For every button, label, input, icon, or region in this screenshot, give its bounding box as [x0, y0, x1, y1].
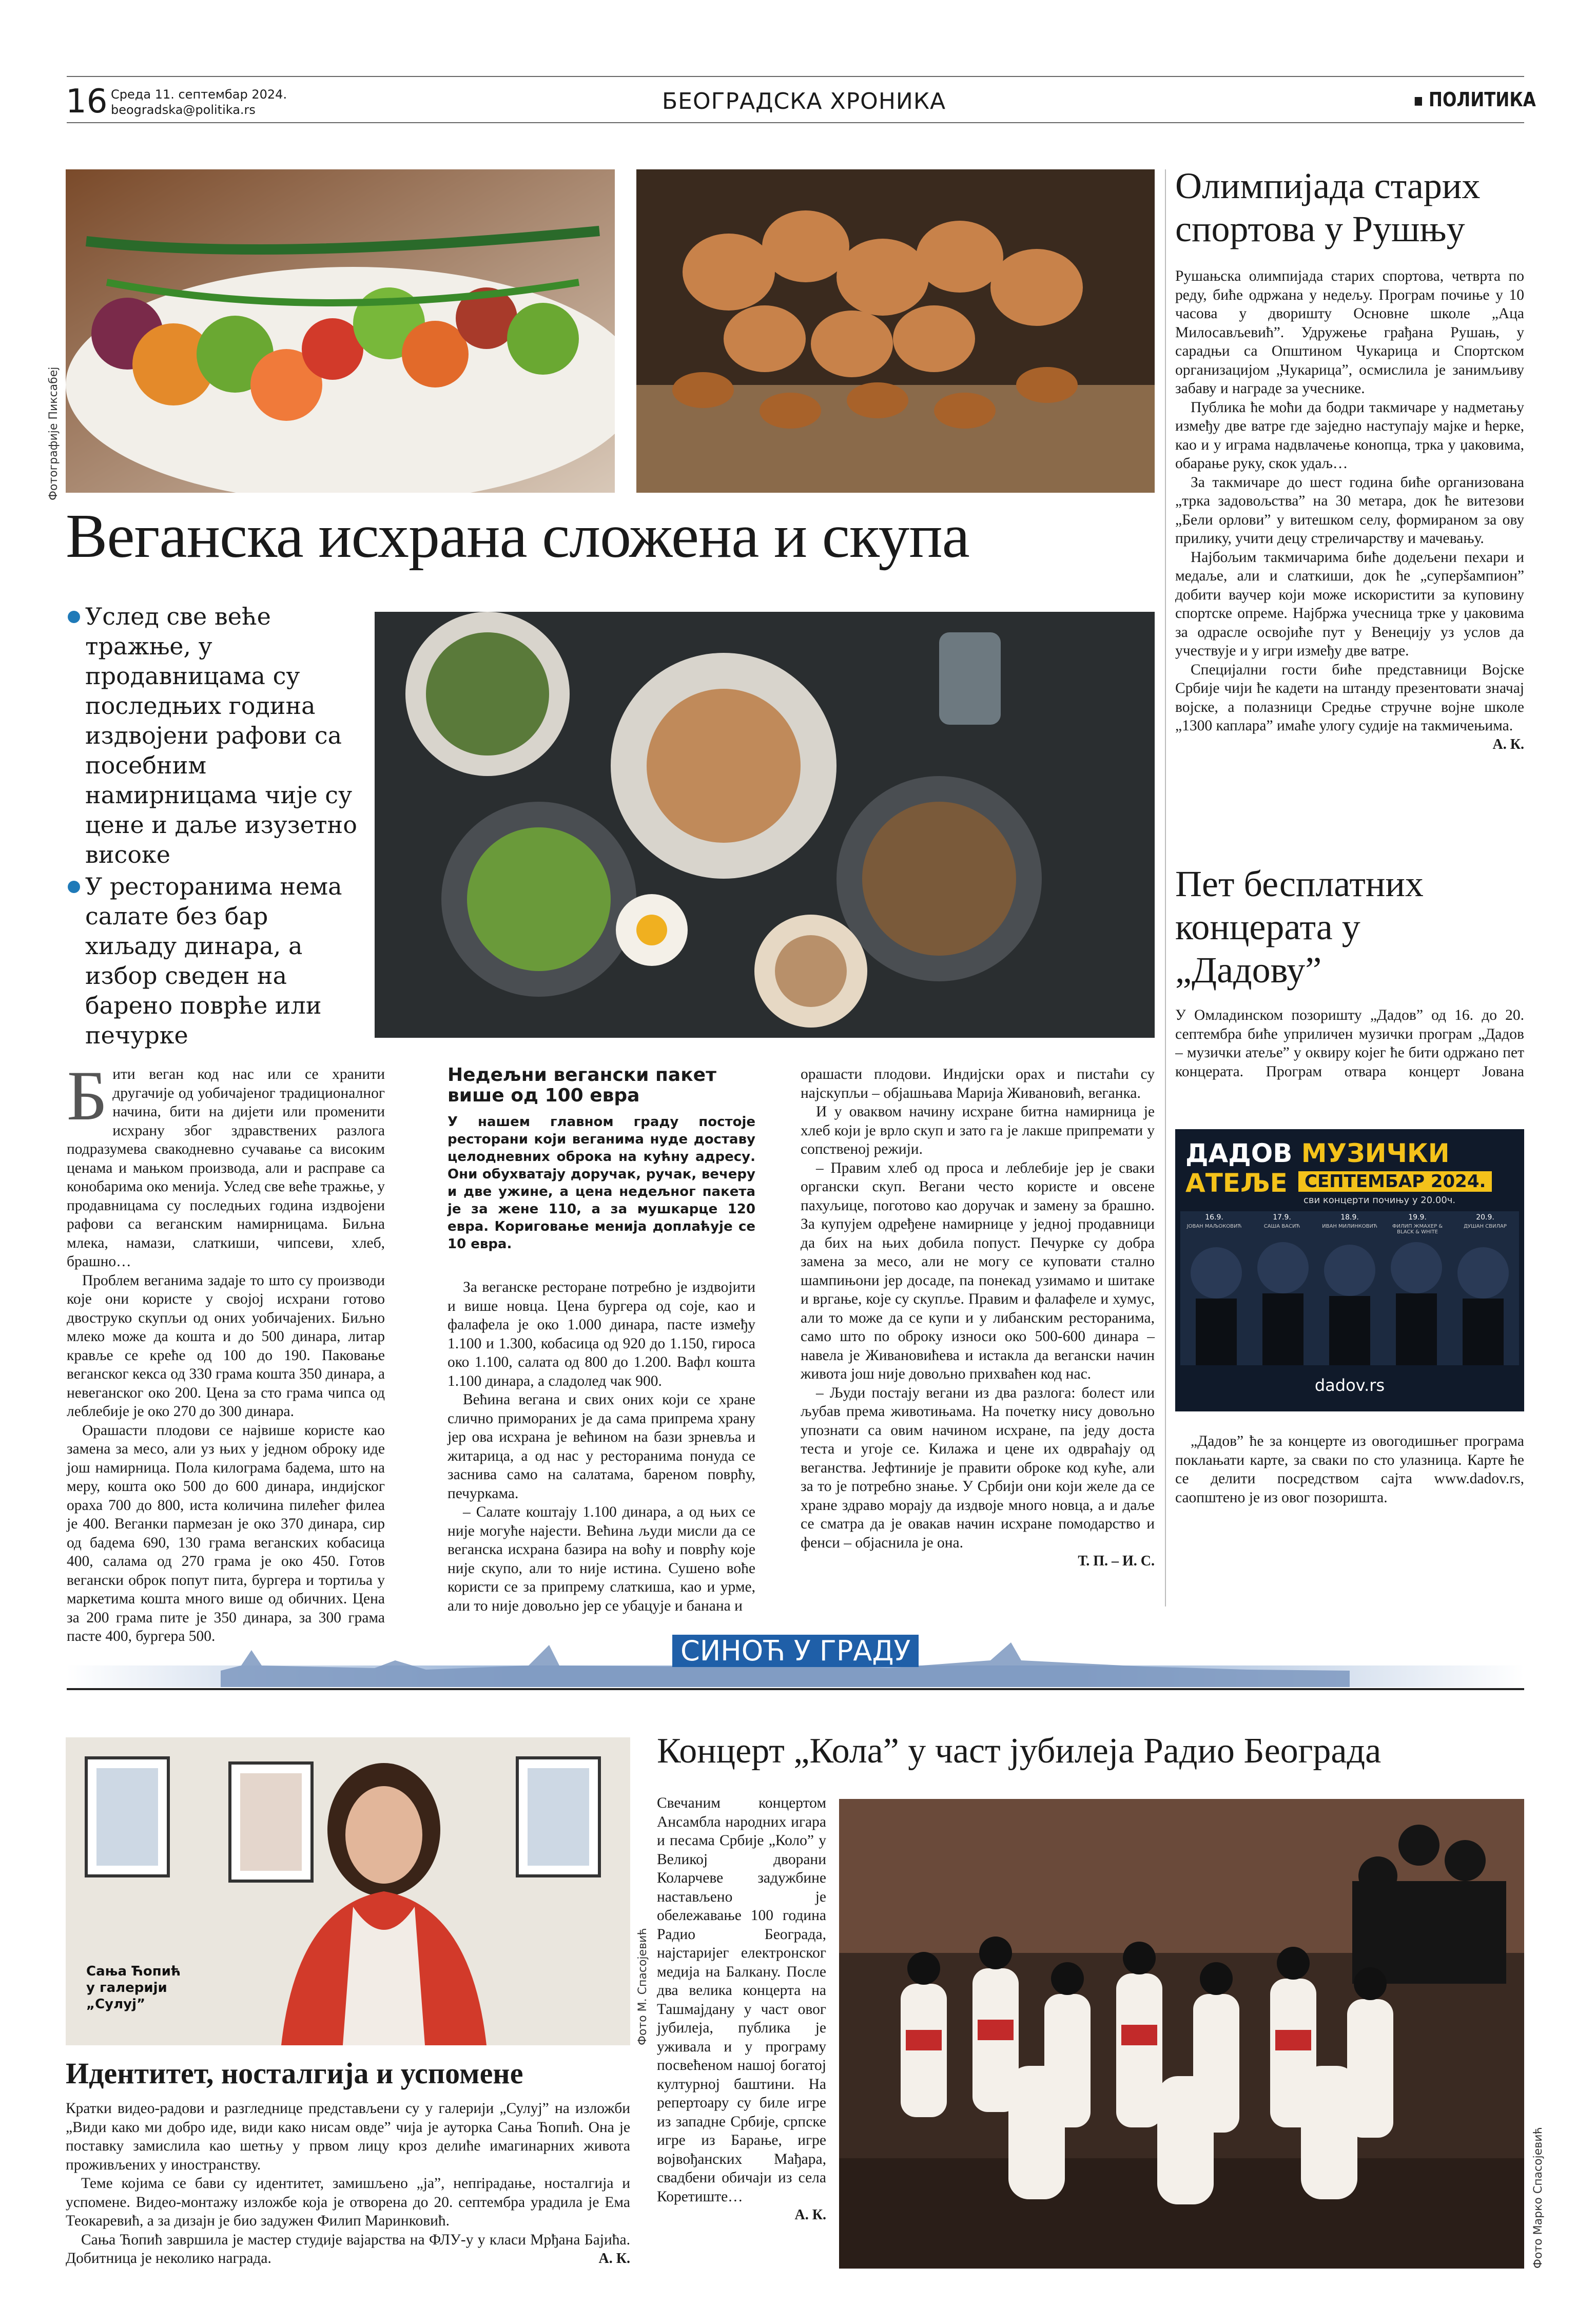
kolo-headline: Концерт „Кола” у част јубилеја Радио Београда	[657, 1731, 1382, 1771]
kolo-photo-credit: Фото Марко Спасојевић	[1532, 2127, 1545, 2269]
header-date: Среда 11. септембар 2024.	[111, 87, 287, 102]
identity-photo-credit: Фото М. Спасојевић	[636, 1928, 649, 2045]
logo	[1414, 88, 1536, 111]
olympiad-signature: А. К.	[1492, 736, 1524, 752]
poster-subtitle: СЕПТЕМБАР 2024.	[1298, 1171, 1492, 1192]
article-paragraph: Кратки видео-радови и разгледнице представљени су у галерији „Сулуј” на изложби „Види како ми добро иде, види како нисам овде” чија је ауторка Сања Ћопић. Она је поставку замислила као шетњу у првом лицу кроз делиће имагинарних живота проживљених у иностранству.	[66, 2100, 630, 2173]
kolo-body	[657, 1794, 826, 2225]
poster-name: ЈОВАН МАЉОКОВИЋ	[1186, 1224, 1242, 1229]
article-paragraph: Најбољим такмичарима биће додељени пехари и медаље, али и слаткиши, док ће „суперšампион” добити ваучер који може искористити за куповину спортске опреме. Најбржа учесница трке у џаковима за одрасле освојиће пут у Венецију уз услов да учествује и у игри између две ватре.	[1175, 549, 1524, 659]
article-paragraph: Сања Ћопић завршила је мастер студије вајарства на ФЛУ-у у класи Мрђана Бајића. Добитница је неколико награда.	[66, 2231, 630, 2267]
logo-mark: ■	[1414, 94, 1423, 107]
article-paragraph: – Салате коштају 1.100 динара, а од њих се није могуће најести. Већина људи мисли да се веганска исхрана базира на воћу и поврћу које није скупо, али то није истина. Сушено воће користи се за припрему слаткиша, као и урме, али то није довољно јер се убацује и банана и	[447, 1504, 755, 1614]
kolo-signature: А. К.	[794, 2207, 826, 2223]
poster-name: ДУШАН СВИЛАР	[1464, 1224, 1507, 1229]
main-col-1	[67, 1056, 385, 1646]
article-paragraph: Теме којима се бави су идентитет, замишљено „ја”, непripадање, носталгија и успомене. Видео-монтажу изложбе која је отворена до 20. септембра урадила је Ема Теокаревић, а за дизајн је био задужен Филип Маринковић.	[66, 2175, 630, 2229]
bullet-item: Услед све веће тражње, у продавницама су последњих година издвојени рафови са посебним намирницама чије су цене и даље изузетно високе	[68, 602, 365, 869]
info-box-title: Недељни веганcки пакет више од 100 евра	[447, 1064, 716, 1106]
olympiad-headline: Олимпијада старих спортова у Рушњу	[1175, 165, 1481, 249]
article-text: ити веган код нас или се хранити другачије од уобичајеног традиционалног начина, бити на дијети или променити исхрану због здравствених разлога подразумева свакодневно сучавање са високим ценама и мањком производа, али и расправе са конобарима око менија. Услед све веће тражње, у продавницама су последњих година издвојени рафови са веганским намирницама. Биљна млека, намази, слаткиши, чипсеви, хлеб, брашно…	[67, 1066, 385, 1270]
artist-photo	[66, 1737, 630, 2045]
concerts-headline: Пет бесплатних концерата у „Дадову”	[1175, 863, 1424, 991]
vegan-meals-photo	[375, 612, 1155, 1038]
article-paragraph: Специјални гости биће представници Војске Србије чији ће кадети на штанду презентовати значај војске, а полазници Средње стручне војне школе „1300 каплара” имаће улогу судије на такмичењима.	[1175, 661, 1524, 734]
concerts-intro	[1175, 1006, 1524, 1081]
main-signature: Т. П. – И. С.	[1078, 1553, 1155, 1569]
sinoc-title: СИНОЋ У ГРАДУ	[672, 1635, 919, 1667]
article-paragraph: „Дадов” ће за концерте из овогодишњег програма поклањати карте, за сваки по сто улазница. Карте ће се делити посредством сајта www.dadov.rs, саопштено је из овог позоришта.	[1175, 1433, 1524, 1506]
artist-caption: Сања Ћопић у галерији „Сулуј”	[86, 1964, 181, 2012]
article-paragraph: За такмичаре до шест година биће организована „трка задовољства” на 30 метара, док ће витезови „Бели орлови” у витешком селу, формираном за ову прилику, учити децу стреличарству и мачевању.	[1175, 474, 1524, 547]
concerts-continued	[1175, 1432, 1524, 1507]
article-paragraph: Рушањска олимпијада старих спортова, четврта по реду, биће одржана у недељу. Програм почиње у 10 часова у дворишту Основне школе „Аца Милосављевић”. Удружење грађана Рушањ, у сарадњи са Општином Чукарица и Спортском организацијом „Чукарица”, осмислила је занимљиву забаву и награде за учеснике.	[1175, 268, 1524, 397]
nuts-photo	[636, 169, 1155, 493]
article-paragraph: За веганске ресторане потребно је издвојити и више новца. Цена бургера од соје, као и фалафела је око 1.000 динара, пасте између 1.100 и 1.300, кобасица од 920 до 1.150, гироса око 1.100, салата од 800 до 1.200. Вафл кошта 1.100 динара, а сладолед чак 900.	[447, 1279, 755, 1389]
poster-date: 18.9.	[1340, 1213, 1359, 1222]
identity-headline: Идентитет, носталгија и успомене	[66, 2057, 523, 2090]
poster-name: САША ВАСИЋ	[1263, 1224, 1300, 1229]
main-bullets	[68, 602, 365, 1052]
dadov-poster	[1175, 1129, 1524, 1411]
article-paragraph: Публика ће моћи да бодри такмичаре у надметању између две ватре где заједно наступају мајке и ћерке, као и у играма надвлачење конопца, трка у џаковима, обарање руку, скок удаљ…	[1175, 399, 1524, 472]
page-number: 16	[66, 83, 108, 121]
identity-signature: А. К.	[598, 2250, 630, 2267]
section-title: БЕОГРАДСКА ХРОНИКА	[662, 88, 946, 114]
poster-brand: ДАДОВ	[1185, 1138, 1293, 1168]
article-paragraph: Свечаним концертом Ансамбла народних игара и песама Србије „Коло” у Великој дворани Коларчеве задужбине настављено је обележавање 100 година Радио Београда, најстаријег електронског медија на Балкану. После два велика концерта на Ташмајдану у част овог јубилеја, публика је уживала и у програму посвећеном нашој богатој културној баштини. На репертоару су биле игре из западне Србије, српске игре из Барање, игре војвођанских Мађара, свадбени обичаји из села Коретиште…	[657, 1795, 826, 2205]
article-paragraph: орашасти плодови. Индијски орах и пистаћи су најскупљи – објашњава Марија Живановић, веганка.	[801, 1066, 1155, 1101]
poster-name: ФИЛИП ЖМАХЕР & BLACK & WHITE	[1392, 1224, 1443, 1235]
article-paragraph: И у оваквом начину исхране битна намирница је хлеб који је врло скуп и зато га је лакше припремати у сопственој режији.	[801, 1103, 1155, 1157]
bullet-item: У ресторанима нема салате без бар хиљаду динара, а избор сведен на барено поврће или печурке	[68, 872, 365, 1050]
sinoc-banner	[67, 1630, 1524, 1691]
article-paragraph: Већина вегана и свих оних који се хране слично примораних је да сама припрема храну јер ова исхрана је већином на бази зрневља и житарица, а од нас у ресторанима понуда се заснива само на салатама, бареном поврћу, печуркама.	[447, 1391, 755, 1502]
poster-date: 20.9.	[1476, 1213, 1494, 1222]
article-paragraph: – Правим хлеб од проса и леблебије јер је сваки органски скуп. Вегани често користе и овсене пахуљице, поготово као доручак и замену за брашно. За купујем одређене намирнице у једној продавници да бих на њих добила попуст. Печурке су добра замена за месо, али не могу се куповати стално шампињони јер досаде, па понекад узимамо и шитаке и вргање, које су скупље. Правим и фалафеле и хумус, али то може да се купи и у либанским ресторанима, само што по оброку износи око 500-600 динара – навела је Живановићева и истакла да веганcки начин живота још није довољно прихваћен код нас.	[801, 1159, 1155, 1382]
poster-name: ИВАН МИЛИНКОВИЋ	[1322, 1224, 1377, 1229]
poster-date: 16.9.	[1205, 1213, 1223, 1222]
dropcap: Б	[67, 1056, 108, 1135]
article-paragraph: Проблем веганима задаје то што су производи које они користе у својој исхрани готово двоструко скупљи од оних уобичајених. Биљно млеко може да кошта и до 500 динара, литар кравље се креће од 100 до 190. Паковање веганског кекса од 330 грама кошта 350 динара, а невеганског око 200. Цена за сто грама чипса од леблебије је око 270 до 300 динара.	[67, 1272, 385, 1420]
article-paragraph: Орашасти плодови се највише користе као замена за месо, али уз њих у једном оброку иде још намирница. Пола килограма бадема, што на меру, кошта око 500 до 600 динара, индијског ораха 700 до 800, иста количина пилећег филеа је 400. Веганки пармезан је око 370 динара, сир од бадема 690, 130 грама веганских кобасица 400, салама од 270 грама је око 450. Готов вегански оброк попут пита, бургера и тортиља у маркетима кошта много више од обичних. Цена за 200 грама пите је 350 динара, за 300 грама пасте 400, бургера 500.	[67, 1422, 385, 1644]
poster-date: 17.9.	[1273, 1213, 1291, 1222]
photo-credit-top: Фотографије Пиксабеј	[47, 366, 60, 500]
kolo-dance-photo	[839, 1799, 1524, 2269]
info-box	[447, 1065, 755, 1253]
poster-note: сви концерти почињу у 20.00ч.	[1303, 1195, 1456, 1206]
main-col-3	[801, 1065, 1155, 1571]
article-paragraph: У Омладинском позоришту „Дадов” од 16. до 20. септембра биће уприличен музички програм „Дадов – музички атеље” у оквиру којег ће бити одржано пет концерата. Програм отвара концерт Јована	[1175, 1007, 1524, 1080]
logo-text: ПОЛИТИКА	[1428, 88, 1536, 111]
identity-body	[66, 2099, 630, 2268]
olympiad-body	[1175, 267, 1524, 754]
main-headline: Веганска исхрана сложена и скупа	[66, 501, 969, 571]
poster-site: dadov.rs	[1314, 1376, 1385, 1395]
article-paragraph	[67, 1056, 385, 1271]
poster-date: 19.9.	[1408, 1213, 1427, 1222]
info-box-text: У нашем главном граду постоје ресторани који веганима нуде доставу целодневних оброка на кућну адресу. Они обухватају доручак, ручак, вечеру и две ужине, а цена недељног пакета је за жене 110, а за мушкарце 120 евра. Кориговање менија доплаћује се 10 евра.	[447, 1114, 755, 1252]
main-col-2	[447, 1278, 755, 1615]
vegetable-skewers-photo	[66, 169, 615, 493]
article-paragraph: – Људи постају вегани из два разлога: болест или љубав према животињама. На почетку нису довољно упознати са овим начином исхране, па једу доста теста и угоје се. Килажа и цене их одвраћају од веганства. Јефтиније је правити оброке код куће, али за то је потребно знање. У Србији они који желе да се хране здраво морају да издвоје много новца, а и даље се сматра да је овакав начин исхране помодарство и фенси – објаснила је она.	[801, 1384, 1155, 1551]
poster-title: МУЗИЧКИ АТЕЉЕ	[1185, 1138, 1450, 1198]
header-email: beogradska@politika.rs	[111, 103, 256, 117]
column-divider	[1165, 169, 1166, 1606]
